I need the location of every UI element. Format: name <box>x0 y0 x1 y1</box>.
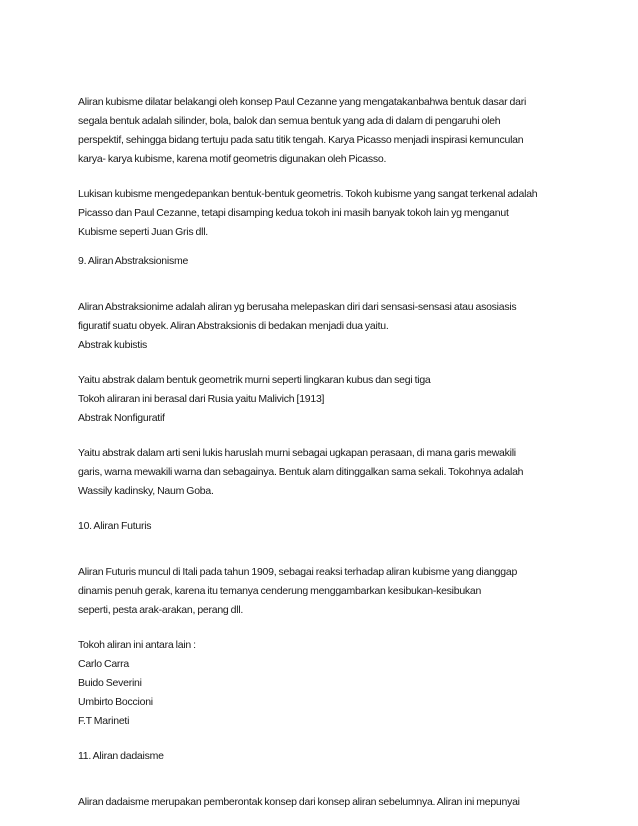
text-line: Aliran Futuris muncul di Itali pada tahun 1909, sebagai reaksi terhadap aliran kubisme yang dianggap <box>78 566 518 578</box>
text-line: Tokoh aliraran ini berasal dari Rusia yaitu Malivich [1913] <box>78 393 325 405</box>
section-heading: 11. Aliran dadaisme <box>78 750 164 762</box>
list-item: Umbirto Boccioni <box>78 696 153 708</box>
text-line: segala bentuk adalah silinder, bola, balok dan semua bentuk yang ada di dalam di pengaruhi oleh <box>78 115 501 127</box>
text-line: Aliran dadaisme merupakan pemberontak konsep dari konsep aliran sebelumnya. Aliran ini mepunyai <box>78 796 520 808</box>
list-futuris-tokoh <box>78 636 578 731</box>
text-line: perspektif, sehingga bidang tertuju pada satu titik tengah. Karya Picasso menjadi inspirasi kemunculan <box>78 134 524 146</box>
text-line: Lukisan kubisme mengedepankan bentuk-bentuk geometris. Tokoh kubisme yang sangat terkenal adalah <box>78 188 538 200</box>
text-line: Abstrak Nonfiguratif <box>78 412 165 424</box>
list-item: F.T Marineti <box>78 715 130 727</box>
paragraph-kubisme-intro <box>78 93 578 169</box>
text-line: Yaitu abstrak dalam bentuk geometrik murni seperti lingkaran kubus dan segi tiga <box>78 374 431 386</box>
text-line: Aliran kubisme dilatar belakangi oleh konsep Paul Cezanne yang mengatakanbahwa bentuk dasar dari <box>78 96 527 108</box>
text-line: Aliran Abstraksionime adalah aliran yg berusaha melepaskan diri dari sensasi-sensasi atau asosiasis <box>78 301 517 313</box>
text-line: dinamis penuh gerak, karena itu temanya cenderung menggambarkan kesibukan-kesibukan <box>78 585 482 597</box>
text-line: Yaitu abstrak dalam arti seni lukis haruslah murni sebagai ugkapan perasaan, di mana garis mewakili <box>78 447 516 459</box>
text-line: karya- karya kubisme, karena motif geometris digunakan oleh Picasso. <box>78 153 387 165</box>
list-item: Buido Severini <box>78 677 142 689</box>
section-heading: 10. Aliran Futuris <box>78 520 152 532</box>
text-line: figuratif suatu obyek. Aliran Abstraksionis di bedakan menjadi dua yaitu. <box>78 320 389 332</box>
list-intro: Tokoh aliran ini antara lain : <box>78 639 196 651</box>
document-body <box>78 93 578 812</box>
text-line: Wassily kadinsky, Naum Goba. <box>78 485 214 497</box>
paragraph-abstrak-nonfiguratif <box>78 444 578 501</box>
paragraph-kubisme-tokoh <box>78 185 578 242</box>
paragraph-dadaisme <box>78 793 578 812</box>
text-line: garis, warna mewakili warna dan sebagainya. Bentuk alam ditinggalkan sama sekali. Tokohnya adalah <box>78 466 524 478</box>
section-heading: 9. Aliran Abstraksionisme <box>78 255 189 267</box>
heading-futuris <box>78 517 578 536</box>
paragraph-abstrak-kubistis <box>78 371 578 428</box>
text-line: Kubisme seperti Juan Gris dll. <box>78 226 208 238</box>
text-line: seperti, pesta arak-arakan, perang dll. <box>78 604 244 616</box>
paragraph-futuris <box>78 563 578 620</box>
list-item: Carlo Carra <box>78 658 130 670</box>
text-line: Abstrak kubistis <box>78 339 148 351</box>
heading-abstraksionisme <box>78 252 578 271</box>
heading-dadaisme <box>78 747 578 766</box>
paragraph-abstraksionisme <box>78 298 578 355</box>
text-line: Picasso dan Paul Cezanne, tetapi disamping kedua tokoh ini masih banyak tokoh lain yg menganut <box>78 207 509 219</box>
